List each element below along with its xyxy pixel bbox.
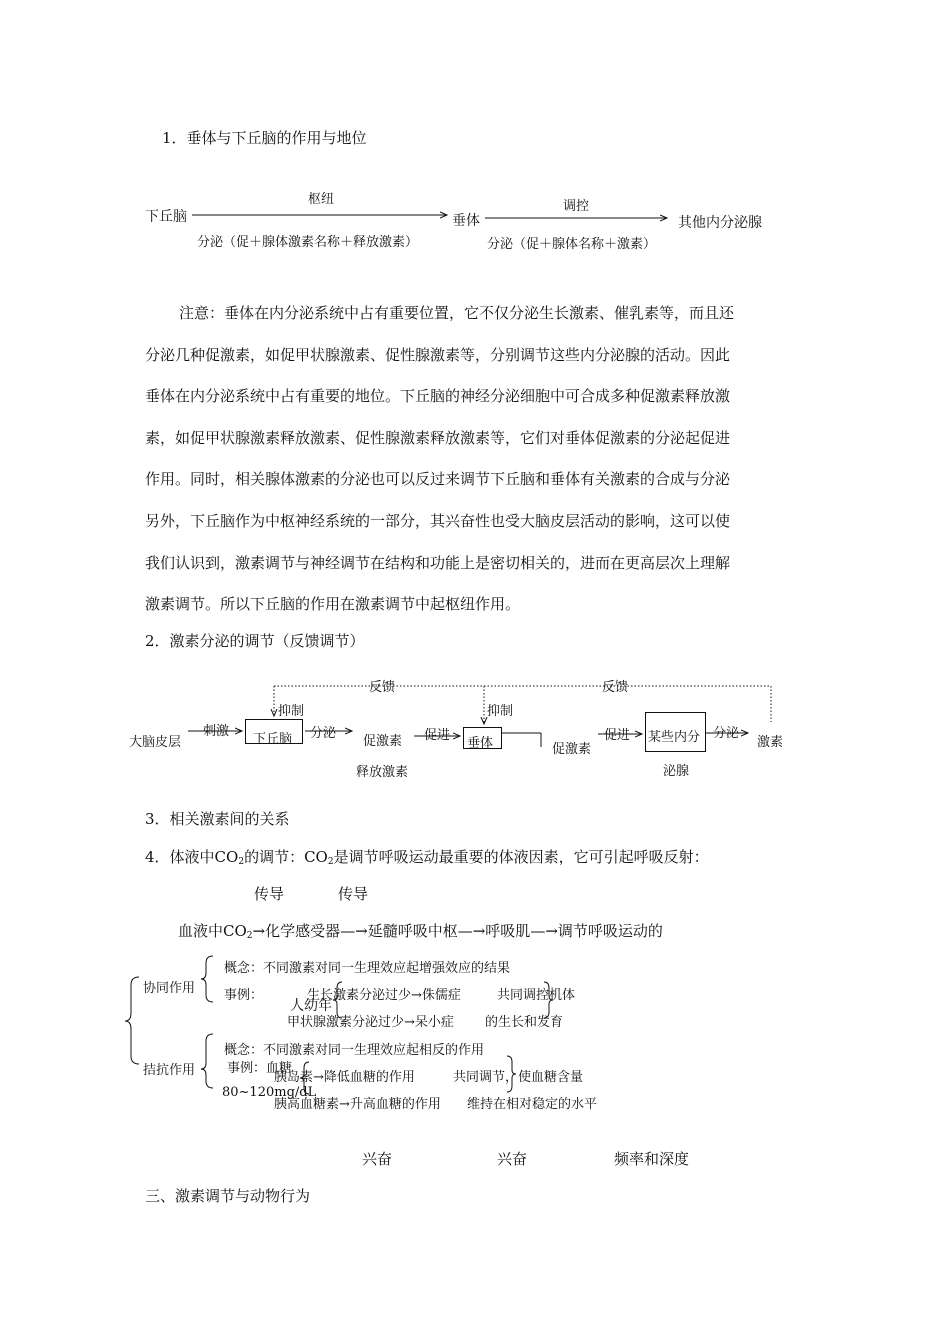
synergy-gh-line: 生长激素分泌过少→侏儒症	[307, 988, 461, 1003]
blood-sugar-range: 80~120mg/dL	[222, 1085, 317, 1100]
synergy-concept: 概念：不同激素对同一生理效应起增强效应的结果	[224, 961, 511, 976]
note-line: 垂体在内分泌系统中占有重要的地位。下丘脑的神经分泌细胞中可合成多种促激素释放激	[145, 387, 731, 406]
conduct-label-2: 传导	[338, 885, 369, 903]
note-line: 激素调节。所以下丘脑的作用在激素调节中起枢纽作用。	[145, 595, 521, 614]
antagonism-joint-label: 共同调节，使血糖含量	[453, 1070, 584, 1085]
label-secrete-2: 分泌	[713, 726, 740, 741]
antagonism-example-label: 事例：血糖	[227, 1061, 293, 1076]
synergy-label: 协同作用	[143, 981, 196, 996]
section-4-heading: 4．体液中$CO_2$的调节：$CO_2$是调节呼吸运动最重要的体液因素，它可引起呼吸反射：	[145, 848, 709, 867]
note-line: 注意：垂体在内分泌系统中占有重要位置，它不仅分泌生长激素、催乳素等，而且还	[179, 304, 735, 322]
feedback-label-1: 反馈	[369, 680, 396, 695]
node-other-glands: 其他内分泌腺	[678, 215, 762, 231]
antagonism-stable-label: 维持在相对稳定的水平	[467, 1097, 598, 1112]
section-3-heading: 3．相关激素间的关系	[145, 810, 290, 828]
inhibit-label-1: 抑制	[278, 704, 305, 719]
arrow2-bottom-label: 分泌（促＋腺体名称＋激素）	[487, 237, 657, 252]
excite-label-2: 兴奋	[497, 1150, 528, 1168]
label-promote-2: 促进	[604, 728, 631, 743]
note-line: 素，如促甲状腺激素释放激素、促性腺激素释放激素等，它们对垂体促激素的分泌起促进	[145, 428, 731, 447]
label-promote-1: 促进	[424, 728, 451, 743]
label-stimulate: 刺激	[203, 724, 230, 739]
section-1-heading: 1．垂体与下丘脑的作用与地位	[162, 129, 367, 147]
note-line: 另外，下丘脑作为中枢神经系统的一部分，其兴奋性也受大脑皮层活动的影响，这可以使	[145, 511, 731, 530]
synergy-growth-label: 的生长和发育	[485, 1015, 564, 1030]
synergy-thyroid-line: 甲状腺激素分泌过少→呆小症	[287, 1015, 454, 1030]
node-hypothalamus-2: 下丘脑	[253, 732, 293, 747]
childhood-label: 人幼年	[290, 998, 332, 1014]
outer-brace	[125, 977, 139, 1064]
arrow1-bottom-label: 分泌（促＋腺体激素名称＋释放激素）	[197, 235, 419, 250]
node-tropic-hormone: 促激素	[552, 742, 592, 757]
co2-reflex-chain: 血液中$CO_2\to$化学感受器—→延髓呼吸中枢—→呼吸肌—→调节呼吸运动的	[178, 922, 663, 941]
antagonism-brace	[201, 1034, 213, 1088]
section-three-heading: 三、激素调节与动物行为	[145, 1187, 311, 1205]
section-2-heading: 2．激素分泌的调节（反馈调节）	[145, 632, 365, 650]
excite-label-1: 兴奋	[362, 1150, 393, 1168]
frequency-depth-label: 频率和深度	[614, 1150, 690, 1168]
arrow1-top-label: 枢纽	[308, 192, 335, 207]
antagonism-label: 拮抗作用	[143, 1063, 196, 1078]
node-cerebral-cortex: 大脑皮层	[129, 735, 182, 750]
antagonism-glucagon-line: 胰高血糖素→升高血糖的作用	[274, 1097, 441, 1112]
feedback-label-2: 反馈	[602, 680, 629, 695]
node-hormone: 激素	[757, 735, 784, 750]
synergy-example-label: 事例：	[224, 988, 264, 1003]
node-releasing-top: 促激素	[363, 734, 403, 749]
synergy-brace	[201, 956, 213, 1002]
node-pituitary-2: 垂体	[467, 736, 494, 751]
label-secrete-1: 分泌	[310, 726, 337, 741]
antagonism-concept: 概念：不同激素对同一生理效应起相反的作用	[224, 1043, 485, 1058]
conduct-label-1: 传导	[254, 885, 285, 903]
antagonism-insulin-line: 胰岛素→降低血糖的作用	[274, 1070, 415, 1085]
note-line: 我们认识到，激素调节与神经调节在结构和功能上是密切相关的，进而在更高层次上理解	[145, 553, 731, 572]
note-paragraph	[145, 293, 810, 626]
note-line: 作用。同时，相关腺体激素的分泌也可以反过来调节下丘脑和垂体有关激素的合成与分泌	[145, 470, 731, 489]
note-line: 分泌几种促激素，如促甲状腺激素、促性腺激素等，分别调节这些内分泌腺的活动。因此	[145, 345, 731, 364]
arrow2-top-label: 调控	[563, 199, 590, 214]
node-pituitary: 垂体	[452, 213, 480, 229]
node-releasing-bottom: 释放激素	[356, 765, 409, 780]
node-hypothalamus: 下丘脑	[145, 209, 187, 225]
inhibit-label-2: 抑制	[487, 704, 514, 719]
node-gland-bottom: 泌腺	[663, 764, 690, 779]
node-gland-top: 某些内分	[648, 730, 701, 745]
synergy-joint-label: 共同调控机体	[497, 988, 576, 1003]
